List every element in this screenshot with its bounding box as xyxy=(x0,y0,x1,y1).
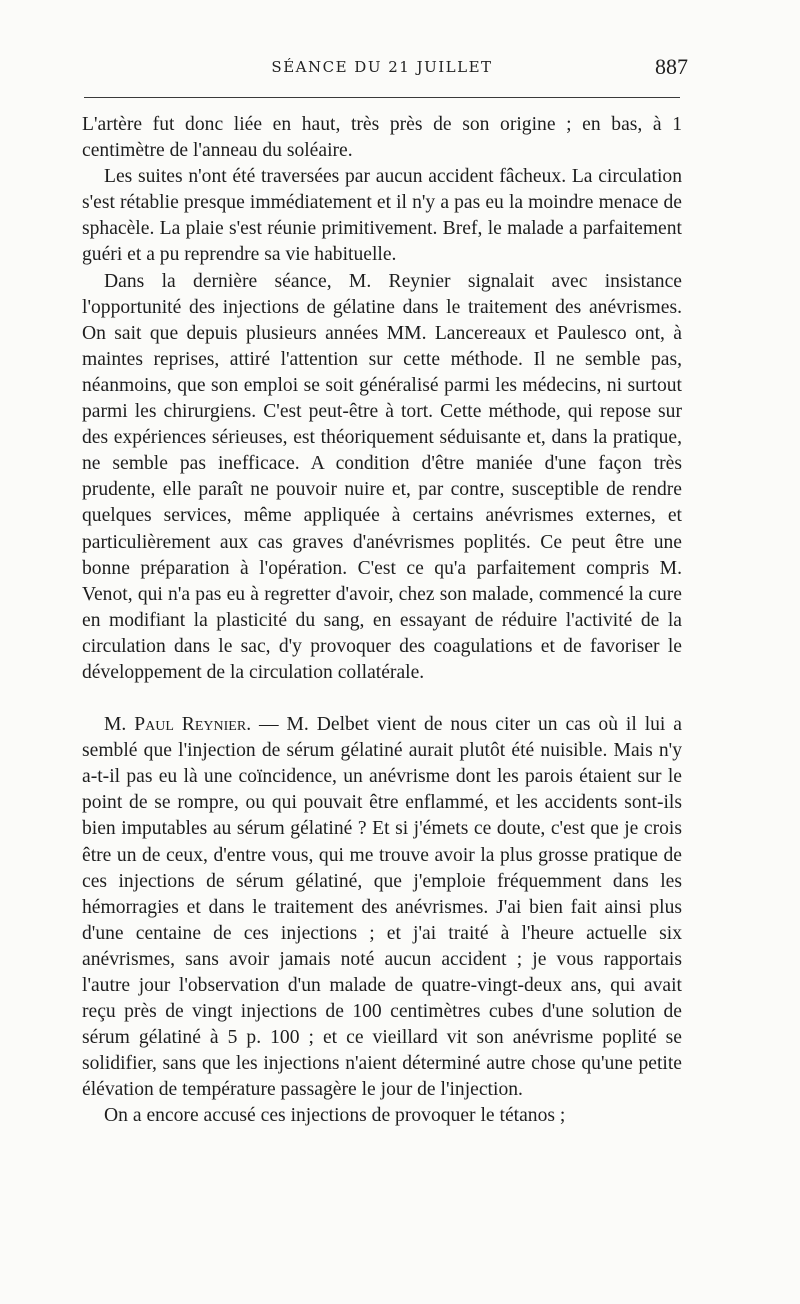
paragraph-5: On a encore accusé ces injections de provoquer le tétanos ; xyxy=(104,1105,566,1127)
running-head: SÉANCE DU 21 JUILLET xyxy=(271,58,493,76)
page-header xyxy=(82,54,688,88)
speaker-name: M. Paul Reynier. xyxy=(104,714,252,736)
body-text xyxy=(82,112,682,1130)
section-gap xyxy=(82,686,682,712)
paragraph-3: Dans la dernière séance, M. Reynier signalait avec insistance l'opportunité des injections de gélatine dans le traitement des anévrismes. On sait que depuis plusieurs années MM. Lancereaux et Paulesco ont, à maintes reprises, attiré l'attention sur cette méthode. Il ne semble pas, néanmoins, que son emploi se soit généralisé parmi les médecins, ni surtout parmi les chirurgiens. C'est peut-être à tort. Cette méthode, qui repose sur des expériences sérieuses, est théoriquement séduisante et, dans la pratique, ne semble pas inefficace. A condition d'être maniée d'une façon très prudente, elle paraît ne pouvoir nuire et, par contre, susceptible de rendre quelques services, même appliquée à certains anévrismes externes, et particulièrement aux cas graves d'anévrismes poplités. Ce peut être une bonne préparation à l'opération. C'est ce qu'a parfaitement compris M. Venot, qui n'a pas eu à regretter d'avoir, chez son malade, commencé la cure en modifiant la plasticité du sang, en essayant de réduire l'activité de la circulation dans le sac, d'y provoquer des coagulations et de favoriser le développement de la circulation collatérale. xyxy=(82,270,682,683)
page-number: 887 xyxy=(655,54,688,79)
header-rule xyxy=(84,97,680,98)
paragraph-4-text: — M. Delbet vient de nous citer un cas où il lui a semblé que l'injection de sérum gélatiné aurait plutôt été nuisible. Mais n'y a-t-il pas eu là une coïncidence, un anévrisme dont les parois étaient sur le point de se rompre, ou qui pouvait être enflammé, et les accidents sont-ils bien imputables au sérum gélatiné ? Et si j'émets ce doute, c'est que je crois être un de ceux, d'entre vous, qui me trouve avoir la plus grosse pratique de ces injections de sérum gélatiné, que j'emploie fréquemment dans les hémorragies et dans le traitement des anévrismes. J'ai bien fait ainsi plus d'une centaine de ces injections ; et j'ai traité à l'heure actuelle six anévrismes, sans avoir jamais noté aucun accident ; je vous rapportais l'autre jour l'observation d'un malade de quatre-vingt-deux ans, qui avait reçu près de vingt injections de 100 centimètres cubes d'une solution de sérum gélatiné à 5 p. 100 ; et ce vieillard vit son anévrisme poplité se solidifier, sans que les injections n'aient déterminé autre chose qu'une petite élévation de température passagère le jour de l'injection. xyxy=(82,714,682,1101)
paragraph-1: L'artère fut donc liée en haut, très près de son origine ; en bas, à 1 centimètre de l'anneau du soléaire. xyxy=(82,114,682,162)
paragraph-4 xyxy=(82,712,682,1103)
paragraph-2: Les suites n'ont été traversées par aucun accident fâcheux. La circulation s'est rétablie presque immédiatement et il n'y a pas eu la moindre menace de sphacèle. La plaie s'est réunie primitivement. Bref, le malade a parfaitement guéri et a pu reprendre sa vie habituelle. xyxy=(82,166,682,266)
